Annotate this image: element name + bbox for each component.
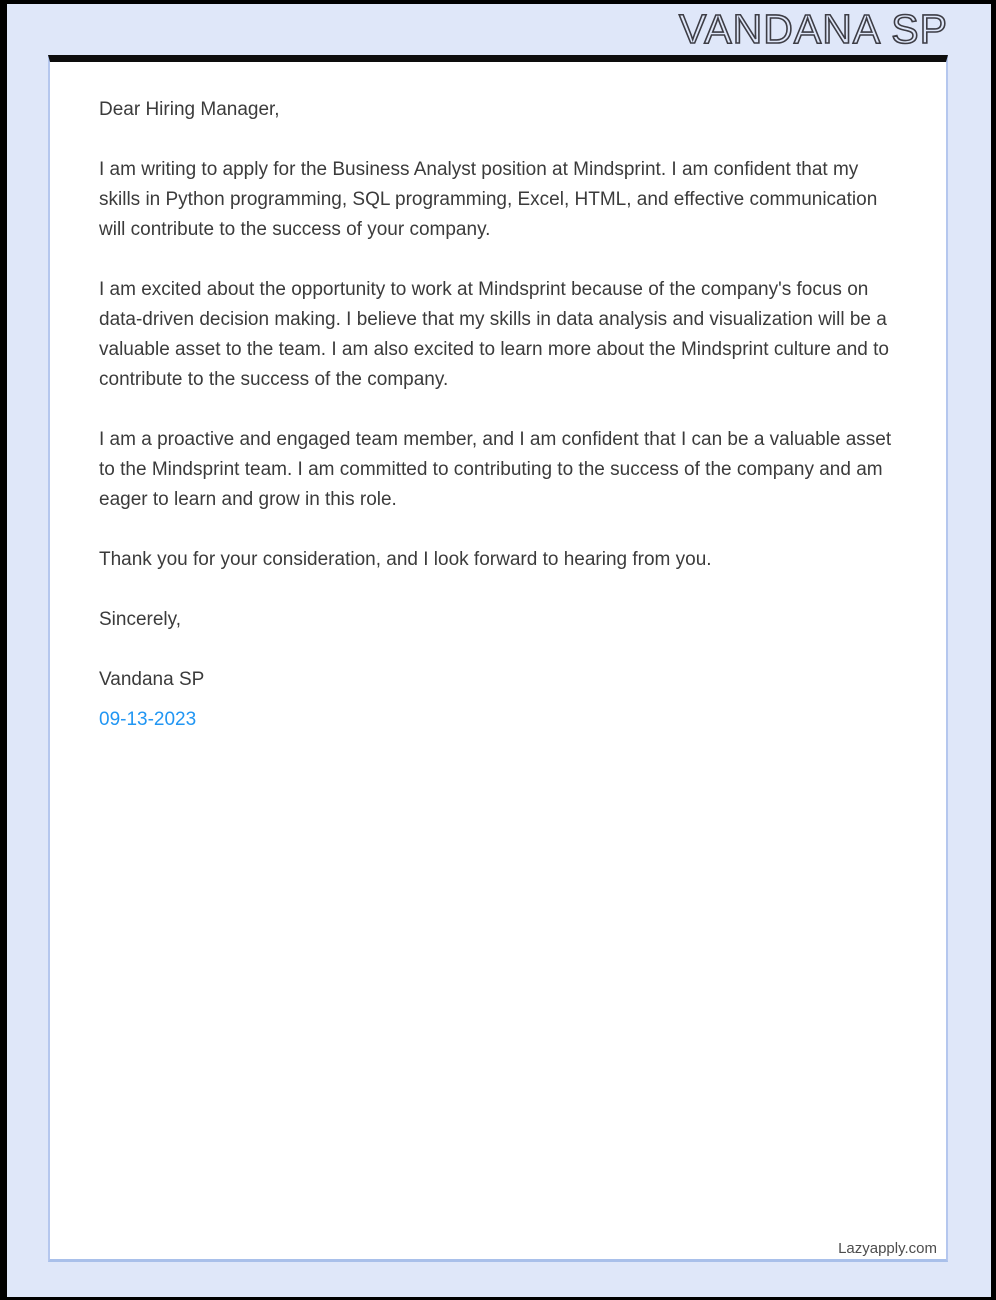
letter-paragraph-2: I am excited about the opportunity to work at Mindsprint because of the company's focus on data-driven decision making. I believe that my skills in data analysis and visualization will be a valuable asset to the team. I am also excited to learn more about the Mindsprint culture and to contribute to the success of the company. [99,279,889,390]
header-candidate-name: VANDANA SP [679,6,948,52]
letter-date-link[interactable]: 09-13-2023 [99,709,197,730]
letter-paragraph-3: I am a proactive and engaged team member, and I am confident that I can be a valuable asset to the Mindsprint team. I am committed to contributing to the success of the company and am eager to learn and grow in this role. [99,429,892,510]
letter-closing: Thank you for your consideration, and I look forward to hearing from you. [99,549,712,570]
cover-letter-page [48,55,948,1262]
letter-signoff: Sincerely, [99,609,182,630]
letter-greeting: Dear Hiring Manager, [99,99,280,120]
letter-signature-name: Vandana SP [99,669,205,690]
letter-body [50,62,946,735]
lazyapply-watermark: Lazyapply.com [838,1240,937,1257]
letter-paragraph-1: I am writing to apply for the Business Analyst position at Mindsprint. I am confident that my skills in Python programming, SQL programming, Excel, HTML, and effective communication will contribute to the success of your company. [99,159,878,240]
